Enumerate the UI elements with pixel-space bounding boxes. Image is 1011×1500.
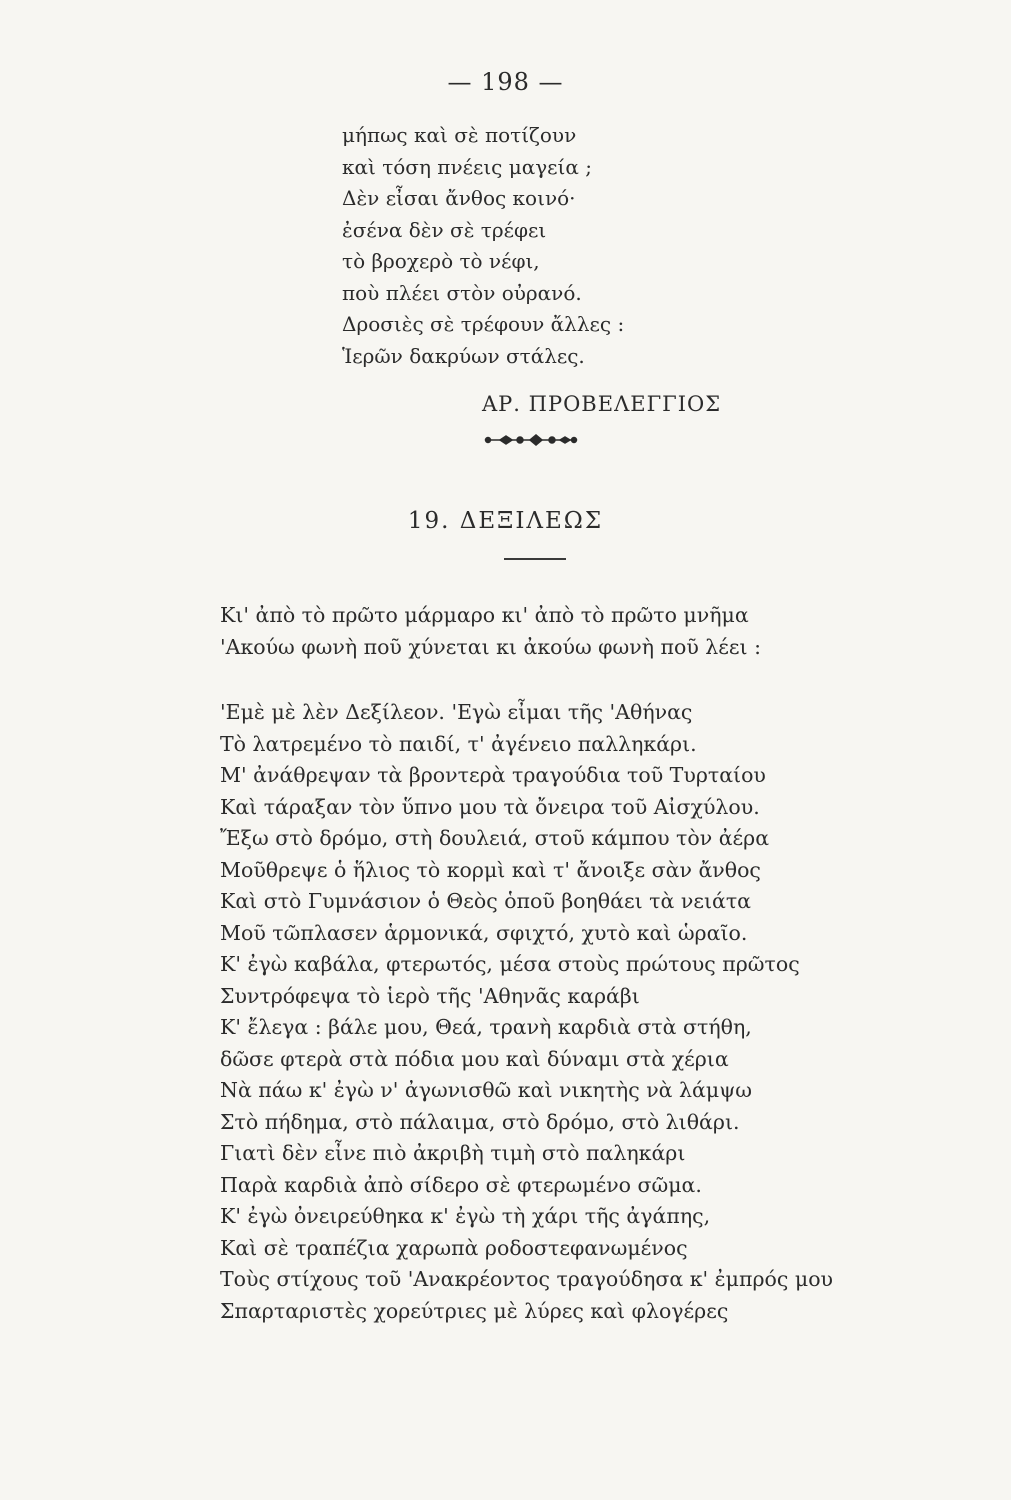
ornament-divider (480, 430, 580, 450)
poem-fragment (342, 120, 624, 372)
stanza-break (220, 663, 833, 697)
poem-line: Μοῦ τῶπλασεν ἁρμονικά, σφιχτό, χυτὸ καὶ ὡραῖο. (220, 920, 748, 945)
poem-line: Καὶ στὸ Γυμνάσιον ὁ Θεὸς ὁποῦ βοηθάει τὰ νειάτα (220, 889, 752, 913)
poem-line: Μ' ἀνάθρεψαν τὰ βροντερὰ τραγούδια τοῦ Τυρταίου (220, 763, 766, 787)
section-title: 19. ΔΕΞΙΛΕΩΣ (407, 508, 604, 534)
poem-line: Ἱερῶν δακρύων στάλες. (342, 343, 585, 368)
poem-line: Μοῦθρεψε ὁ ἥλιος τὸ κορμὶ καὶ τ' ἄνοιξε σὰν ἄνθος (220, 857, 761, 882)
author-signature: ΑΡ. ΠΡΟΒΕΛΕΓΓΙΟΣ (482, 392, 722, 416)
poem-line: Κ' ἔλεγα : βάλε μου, Θεά, τρανὴ καρδιὰ στὰ στήθη, (220, 1015, 752, 1039)
poem-line: Γιατὶ δὲν εἶνε πιὸ ἀκριβὴ τιμὴ στὸ παληκάρι (220, 1141, 686, 1165)
poem-line: μήπως καὶ σὲ ποτίζουν (342, 123, 577, 147)
poem-line: καὶ τόση πνέεις μαγεία ; (342, 154, 592, 179)
poem-line: ποὺ πλέει στὸν οὐρανό. (342, 280, 582, 305)
poem-line: Καὶ σὲ τραπέζια χαρωπὰ ροδοστεφανωμένος (220, 1235, 688, 1260)
poem-line: Ἔξω στὸ δρόμο, στὴ δουλειά, στοῦ κάμπου τὸν ἀέρα (220, 826, 770, 850)
poem-line: Καὶ τάραξαν τὸν ὕπνο μου τὰ ὄνειρα τοῦ Αἰσχύλου. (220, 794, 760, 819)
poem-line: τὸ βροχερὸ τὸ νέφι, (342, 249, 540, 273)
poem-line: Τοὺς στίχους τοῦ 'Ανακρέοντος τραγούδησα κ' ἐμπρός μου (220, 1267, 833, 1291)
title-underline (504, 558, 566, 560)
poem-line: Κ' ἐγὼ καβάλα, φτερωτός, μέσα στοὺς πρώτους πρῶτος (220, 952, 800, 976)
poem-line: ἐσένα δὲν σὲ τρέφει (342, 217, 547, 242)
poem-line: δῶσε φτερὰ στὰ πόδια μου καὶ δύναμι στὰ χέρια (220, 1046, 729, 1071)
poem-line: Κ' ἐγὼ ὀνειρεύθηκα κ' ἐγὼ τὴ χάρι τῆς ἀγάπης, (220, 1204, 711, 1228)
poem-line: 'Ακούω φωνὴ ποῦ χύνεται κι ἀκούω φωνὴ ποῦ λέει : (220, 634, 761, 659)
poem-line: Κι' ἀπὸ τὸ πρῶτο μάρμαρο κι' ἀπὸ τὸ πρῶτο μνῆμα (220, 603, 749, 627)
poem-line: Νὰ πάω κ' ἐγὼ ν' ἀγωνισθῶ καὶ νικητὴς νὰ λάμψω (220, 1078, 752, 1102)
poem-line: Δροσιὲς σὲ τρέφουν ἄλλες : (342, 312, 625, 336)
poem-line: Στὸ πήδημα, στὸ πάλαιμα, στὸ δρόμο, στὸ λιθάρι. (220, 1109, 740, 1134)
poem-line: Τὸ λατρεμένο τὸ παιδί, τ' ἀγένειο παλληκάρι. (220, 731, 697, 756)
poem-line: Παρὰ καρδιὰ ἀπὸ σίδερο σὲ φτερωμένο σῶμα. (220, 1172, 702, 1197)
poem-line: Δὲν εἶσαι ἄνθος κοινό· (342, 186, 576, 210)
poem-line: Συντρόφεψα τὸ ἱερὸ τῆς 'Αθηνᾶς καράβι (220, 983, 640, 1008)
page-number: — 198 — (447, 68, 564, 96)
poem-line: 'Εμὲ μὲ λὲν Δεξίλεον. 'Εγὼ εἶμαι τῆς 'Αθήνας (220, 700, 693, 724)
poem-dexileos (220, 600, 833, 1327)
poem-line: Σπαρταριστὲς χορεύτριες μὲ λύρες καὶ φλογέρες (220, 1298, 729, 1323)
